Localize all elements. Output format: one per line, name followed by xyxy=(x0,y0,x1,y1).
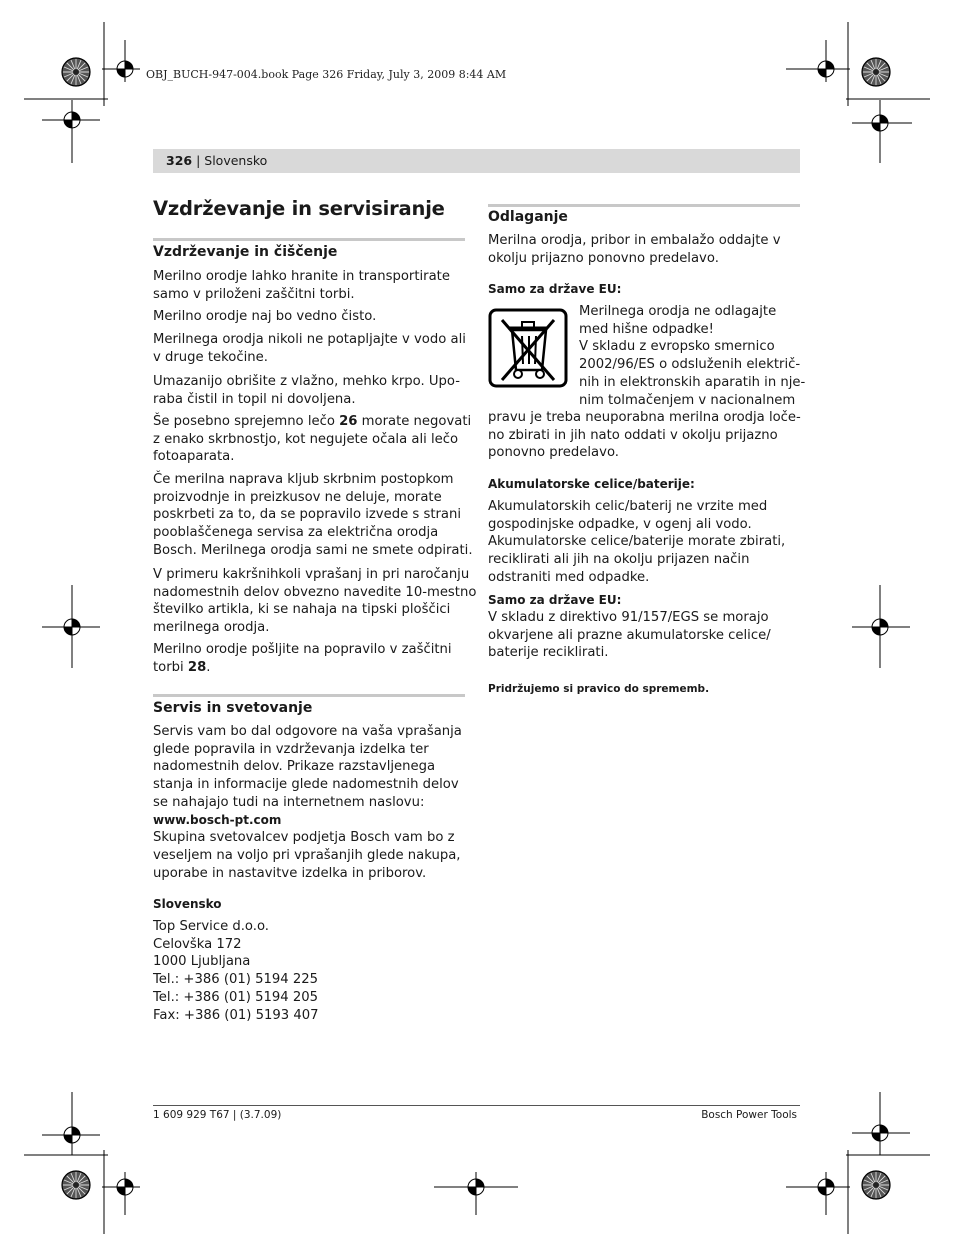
text-line: Servis vam bo dal odgovore na vaša vprašanja xyxy=(153,724,462,739)
text-line: pooblaščenega servisa za električna orodja xyxy=(153,525,439,541)
registration-rosette-icon xyxy=(862,1171,890,1199)
text-line: Merilna orodja, pribor in embalažo oddajte v xyxy=(488,233,781,248)
text-line: Merilno orodje lahko hranite in transportirate xyxy=(153,269,450,284)
paragraph xyxy=(153,471,473,560)
text-line: no zbirati in jih nato oddati v okolju prijazno xyxy=(488,427,778,443)
page-number: 326 xyxy=(166,153,193,168)
text-line: Akumulatorske celice/baterije morate zbirati, xyxy=(488,534,786,550)
section-rule xyxy=(153,694,465,697)
text-line: baterije reciklirati. xyxy=(488,645,609,661)
registration-rosette-icon xyxy=(862,58,890,86)
paragraph xyxy=(153,308,376,326)
text-line: fotoaparata. xyxy=(153,449,235,465)
eu-only-label: Samo za države EU: xyxy=(488,593,622,607)
change-reservation-note: Pridržujemo si pravico do sprememb. xyxy=(488,683,710,695)
text-line: okvarjene ali prazne akumulatorske celice/ xyxy=(488,627,771,643)
text-line: okolju prijazno ponovno predelavo. xyxy=(488,250,719,266)
address-line: Fax: +386 (01) 5193 407 xyxy=(153,1007,319,1023)
paragraph xyxy=(488,409,801,462)
text-line: številko artikla, ki se nahaja na tipski ploščici xyxy=(153,602,451,618)
text-line: V skladu z evropsko smernico xyxy=(579,339,775,355)
text-line: med hišne odpadke! xyxy=(579,321,714,337)
text-line: Bosch. Merilnega orodja sami ne smete odpirati. xyxy=(153,542,473,558)
address-line: Tel.: +386 (01) 5194 205 xyxy=(153,989,319,1005)
text-line: V primeru kakršnihkoli vprašanj in pri naročanju xyxy=(153,567,470,582)
section-heading-disposal: Odlaganje xyxy=(488,209,568,225)
print-info-line: OBJ_BUCH-947-004.book Page 326 Friday, July 3, 2009 8:44 AM xyxy=(146,68,507,81)
text-line: Umazanijo obrišite z vlažno, mehko krpo. Upo- xyxy=(153,374,460,389)
registration-rosette-icon xyxy=(62,1171,90,1199)
header-separator: | xyxy=(192,153,205,168)
address-line: Top Service d.o.o. xyxy=(153,919,269,934)
text-line: Merilno orodje pošljite na popravilo v zaščitni xyxy=(153,642,452,657)
reference-number: 26 xyxy=(339,414,358,429)
text-line: veseljem na voljo pri vprašanjih glede nakupa, xyxy=(153,847,461,863)
paragraph xyxy=(488,232,781,267)
text-line: 2002/96/ES o odsluženih električ- xyxy=(579,357,801,373)
text-line: V skladu z direktivo 91/157/EGS se morajo xyxy=(488,610,769,625)
text-line: nadomestnih delov. Prikaze razstavljenega xyxy=(153,759,436,775)
page-header xyxy=(153,149,800,173)
text-line xyxy=(153,413,471,431)
text-line: Merilnega orodja ne odlagajte xyxy=(579,304,777,319)
text-run: morate negovati xyxy=(357,414,472,429)
footer-doc-number: 1 609 929 T67 | (3.7.09) xyxy=(153,1109,282,1121)
text-run: . xyxy=(206,659,211,675)
paragraph xyxy=(153,413,471,466)
text-line: Merilno orodje naj bo vedno čisto. xyxy=(153,309,377,324)
text-line: nadomestnih delov obvezno navedite 10-mestno xyxy=(153,584,477,600)
paragraph xyxy=(579,303,805,409)
text-line: se nahajajo tudi na internetnem naslovu: xyxy=(153,794,425,810)
section-heading-maintenance: Vzdrževanje in čiščenje xyxy=(153,244,338,260)
paragraph xyxy=(153,566,476,637)
paragraph xyxy=(488,609,771,662)
text-line: Če merilna naprava kljub skrbnim postopkom xyxy=(153,472,454,487)
paragraph xyxy=(153,268,450,303)
text-line: v druge tekočine. xyxy=(153,349,268,365)
text-line: Akumulatorskih celic/baterij ne vrzite med xyxy=(488,499,768,514)
paragraph xyxy=(153,641,452,676)
text-line: pravu je treba neuporabna merilna orodja loče- xyxy=(488,410,801,425)
address-line: 1000 Ljubljana xyxy=(153,954,251,970)
footer-brand: Bosch Power Tools xyxy=(701,1109,797,1121)
website-link[interactable]: www.bosch-pt.com xyxy=(153,812,282,827)
address-line: Tel.: +386 (01) 5194 225 xyxy=(153,972,319,988)
footer-rule xyxy=(153,1105,800,1106)
page-title: Vzdrževanje in servisiranje xyxy=(153,197,445,220)
text-line: glede popravila in vzdrževanja izdelka ter xyxy=(153,741,429,757)
text-line: Skupina svetovalcev podjetja Bosch vam bo z xyxy=(153,830,455,846)
section-rule xyxy=(153,238,465,241)
header-language: Slovensko xyxy=(204,153,268,168)
paragraph xyxy=(153,373,460,408)
text-line: nih in elektronskih aparatih in nje- xyxy=(579,374,806,390)
text-line: stanja in informacije glede nadomestnih delov xyxy=(153,777,459,793)
paragraph xyxy=(153,723,462,882)
text-line: Merilnega orodja nikoli ne potapljajte v vodo ali xyxy=(153,332,466,347)
section-heading-service: Servis in svetovanje xyxy=(153,700,313,716)
text-line: proizvodnje in preizkusov ne deluje, morate xyxy=(153,489,442,505)
paragraph xyxy=(153,331,466,366)
text-line: merilnega orodja. xyxy=(153,620,270,636)
text-line: samo v priloženi zaščitni torbi. xyxy=(153,286,355,302)
text-line: nim tolmačenjem v nacionalnem xyxy=(579,392,796,408)
country-label: Slovensko xyxy=(153,897,222,911)
text-line: gospodinjske odpadke, v ogenj ali vodo. xyxy=(488,516,752,532)
crossed-out-wheelie-bin-icon xyxy=(488,308,568,388)
text-run: torbi xyxy=(153,659,188,675)
text-line xyxy=(153,659,452,677)
text-line: odstraniti med odpadke. xyxy=(488,569,650,585)
text-line: uporabe in nastavitve izdelka in priborov. xyxy=(153,865,427,881)
registration-rosette-icon xyxy=(62,58,90,86)
battery-label: Akumulatorske celice/baterije: xyxy=(488,477,695,491)
service-address xyxy=(153,918,319,1024)
text-line: raba čistil in topil ni dovoljena. xyxy=(153,391,356,407)
text-run: Še posebno sprejemno lečo xyxy=(153,414,340,429)
address-line: Celovška 172 xyxy=(153,936,242,952)
text-line: z enako skrbnostjo, kot negujete očala ali lečo xyxy=(153,431,459,447)
text-line: reciklirati ali jih na okolju prijazen način xyxy=(488,552,750,568)
paragraph xyxy=(488,498,785,587)
reference-number: 28 xyxy=(187,659,207,675)
text-line: ponovno predelavo. xyxy=(488,445,619,461)
eu-only-label: Samo za države EU: xyxy=(488,282,622,296)
section-rule xyxy=(488,204,800,207)
text-line: poskrbeti za to, da se popravilo izvede s strani xyxy=(153,507,462,523)
header-text xyxy=(166,153,267,168)
